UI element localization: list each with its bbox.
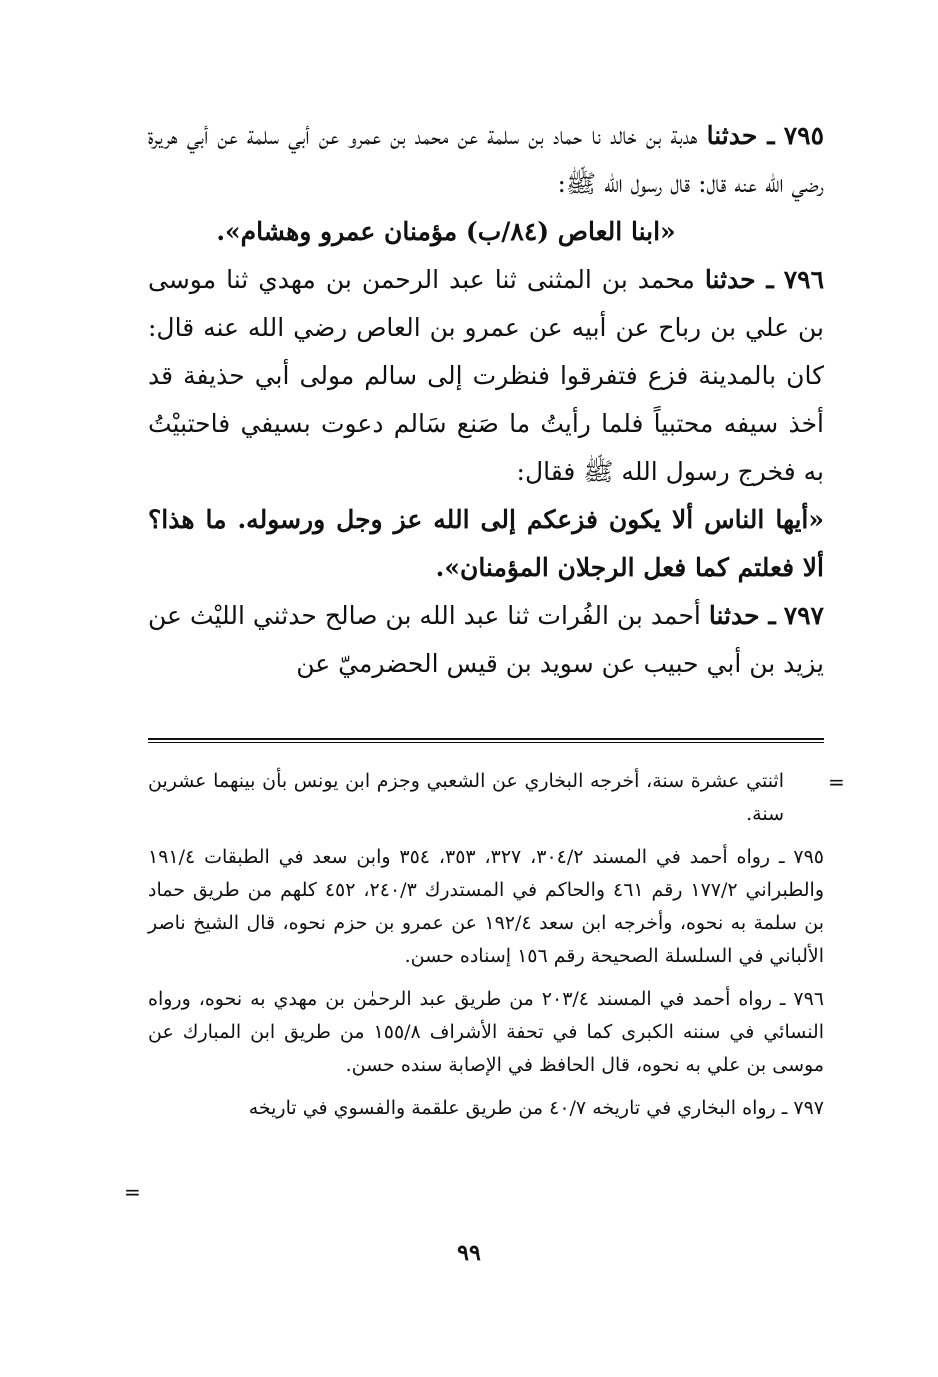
footnote-continuation [148,765,824,831]
footnote-text: اثنتي عشرة سنة، أخرجه البخاري عن الشعبي وجزم ابن يونس بأن بينهما عشرين سنة. [148,770,784,825]
hadith-796-quote: «أيها الناس ألا يكون فزعكم إلى الله عز وجل ورسوله. ما هذا؟ ألا فعلتم كما فعل الرجلان المؤمنان». [148,505,824,582]
footnote-number: ٧٩٦ [793,988,824,1010]
hadith-796 [148,256,824,496]
hadith-lead: حدثنا [704,265,756,294]
hadith-separator: ـ [759,601,776,630]
footnote-text: رواه أحمد في المسند ٣٠٤/٢، ٣٢٧، ٣٥٣، ٣٥٤ وابن سعد في الطبقات ١٩١/٤ والطبراني ١٧٧/٢ رقم ٤٦١ والحاكم في المستدرك ٢٤٠/٣، ٤٥٢ كلهم من طريق حماد بن سلمة به نحوه، وأخرجه ابن سعد ١٩٢/٤ عن عمرو بن حزم نحوه، قال الشيخ ناصر الألباني في السلسلة الصحيحة رقم ١٥٦ إسناده حسن. [148,846,825,967]
footnote-divider-thin [148,742,824,743]
footnote-797: ٧٩٧ ـ رواه البخاري في تاريخه ٤٠/٧ من طريق علقمة والفسوي في تاريخه [248,1097,824,1119]
continuation-marker-top: = [828,770,845,794]
footnote-text: رواه أحمد في المسند ٢٠٣/٤ من طريق عبد الرحمٰن بن مهدي به نحوه، ورواه النسائي في سننه الكبرى كما في تحفة الأشراف ١٥٥/٨ من طريق ابن المبارك عن موسى بن علي به نحوه، قال الحافظ في الإصابة سنده حسن. [148,988,824,1076]
main-text [148,112,824,688]
hadith-number: ٧٩٧ [783,601,824,630]
hadith-number: ٧٩٦ [783,265,825,294]
hadith-number: ٧٩٥ [783,121,825,150]
footnote-text: رواه البخاري في تاريخه ٤٠/٧ من طريق علقمة والفسوي في تاريخه [248,1097,776,1119]
hadith-text: هدبة بن خالد نا حماد بن سلمة عن محمد بن عمرو عن أبي سلمة عن أبي هريرة رضي الله عنه قال: قال رسول الله ﷺ: [148,121,824,198]
hadith-text: محمد بن المثنى ثنا عبد الرحمن بن مهدي ثنا موسى بن علي بن رباح عن أبيه عن عمرو بن العاص رضي الله عنه قال: كان بالمدينة فزع فتفرقوا فنظرت إلى سالم مولى أبي حذيفة قد أخذ سيفه محتبياً فلما رأيتُ ما صَنع سَالم دعوت بسيفي فاحتبيْتُ به فخرج رسول الله ﷺ فقال: [148,265,824,486]
footnote-number: ٧٩٧ [793,1097,824,1119]
continuation-marker-bottom: = [124,1180,141,1204]
hadith-lead: حدثنا [706,121,758,150]
hadith-separator: ـ [757,121,775,150]
hadith-text: أحمد بن الفُرات ثنا عبد الله بن صالح حدثني الليْث عن يزيد بن أبي حبيب عن سويد بن قيس الحضرميّ عن [148,601,824,678]
footnote-divider [148,738,824,740]
footnote-795: ٧٩٥ ـ رواه أحمد في المسند ٣٠٤/٢، ٣٢٧، ٣٥٣، ٣٥٤ وابن سعد في الطبقات ١٩١/٤ والطبراني ١٧٧/٢ رقم ٤٦١ والحاكم في المستدرك ٢٤٠/٣، ٤٥٢ كلهم من طريق حماد بن سلمة به نحوه، وأخرجه ابن سعد ١٩٢/٤ عن عمرو بن حزم نحوه، قال الشيخ ناصر الألباني في السلسلة الصحيحة رقم ١٥٦ إسناده حسن. [148,846,825,967]
hadith-separator: ـ [755,265,774,294]
footnote-796: ٧٩٦ ـ رواه أحمد في المسند ٢٠٣/٤ من طريق عبد الرحمٰن بن مهدي به نحوه، ورواه النسائي في سننه الكبرى كما في تحفة الأشراف ١٥٥/٨ من طريق ابن المبارك عن موسى بن علي به نحوه، قال الحافظ في الإصابة سنده حسن. [148,988,824,1076]
footnotes [148,765,824,1135]
hadith-795-quote: «ابنا العاص (٨٤/ب) مؤمنان عمرو وهشام». [216,217,676,246]
hadith-795 [148,112,824,208]
footnote-number: ٧٩٥ [793,846,825,868]
page-number: ٩٩ [457,1240,481,1266]
hadith-lead: حدثنا [708,601,760,630]
hadith-797 [148,592,824,688]
